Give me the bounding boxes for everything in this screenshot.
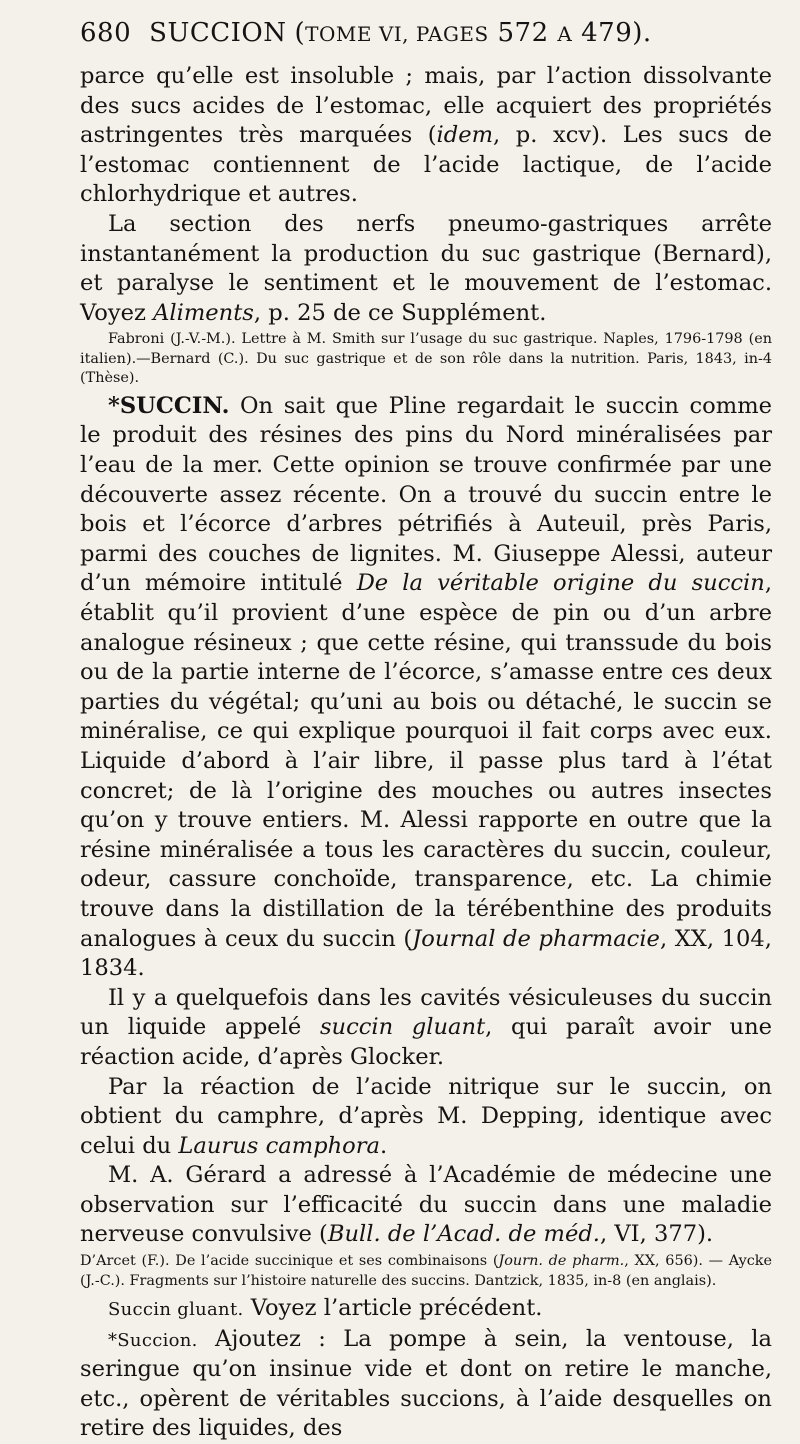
succin-gluant-entry — [80, 1294, 772, 1325]
italic-idem: idem — [436, 122, 494, 149]
italic-journal: Bull. de l’Acad. de méd. — [327, 1221, 600, 1248]
page-body — [80, 62, 772, 1444]
text-run: Ajoutez : La pompe à sein, la ventouse, la seringue qu’on insinue vide et dont on retire le manche, etc., opèrent de véritables succions, à l’aide desquelles on retire des liquides, des — [80, 1325, 772, 1442]
italic-journal: Journ. de pharm. — [498, 1253, 625, 1270]
succion-entry — [80, 1325, 772, 1444]
text-run: D’Arcet (F.). De l’acide succinique et ses combinaisons ( — [80, 1253, 499, 1270]
bibliography-suc-gastrique — [80, 330, 772, 389]
reference-text — [80, 1252, 772, 1291]
italic-journal: Journal de pharmacie — [412, 925, 660, 952]
entry-heading-succin-gluant: Succin gluant. — [108, 1299, 244, 1321]
entry-heading-succin: *SUCCIN. — [108, 392, 230, 419]
header-tome-label: TOME VI, PAGES — [305, 22, 489, 46]
text-run: La section des nerfs pneumo-gastriques arrête instantanément la production du suc gastrique (Bernard), et paralyse le sentiment et le mouvement de l’estomac. Voyez — [80, 210, 772, 326]
succin-paragraph-1 — [80, 392, 772, 984]
text-run: parce qu’elle est insoluble ; mais, par l’action dissolvante des sucs acides de l’estomac, elle acquiert des propriétés astringentes très marquées ( — [80, 63, 772, 149]
succin-paragraph-3 — [80, 1073, 772, 1162]
cross-reference-aliments: Aliments — [153, 299, 254, 326]
text-run: , VI, 377). — [599, 1221, 714, 1248]
text-run: On sait que Pline regardait le succin comme le produit des résines des pins du Nord minéralisées par l’eau de la mer. Cette opinion se trouve confirmée par une découverte assez récente. On a trouvé du succin entre le bois et l’écorce d’arbres pétrifiés à Auteuil, près Paris, parmi des couches de lignites. M. Giuseppe Alessi, auteur d’un mémoire intitulé — [80, 392, 772, 597]
italic-title: De la véritable origine du succin — [356, 570, 765, 597]
header-pages-start: 572 — [497, 18, 549, 48]
text-run: Voyez l’article précédent. — [243, 1295, 543, 1322]
suc-paragraph-1 — [80, 62, 772, 210]
italic-species: Laurus camphora — [178, 1132, 381, 1159]
header-a-label: A — [557, 22, 573, 46]
header-title: SUCCION — [149, 18, 287, 48]
text-run: — Aycke (J.-C.). Fragments sur l’histoire naturelle des succins. Dantzick, 1835, in-8 (en anglais). — [80, 1253, 773, 1289]
entry-heading-succion: *Succion. — [108, 1329, 198, 1351]
page-number: 680 — [80, 18, 132, 48]
bibliography-succin — [80, 1252, 772, 1291]
succin-paragraph-2 — [80, 984, 772, 1073]
header-paren: ( — [294, 18, 306, 48]
italic-term: succin gluant — [319, 1014, 486, 1041]
suc-paragraph-2 — [80, 210, 772, 328]
text-run: . — [380, 1132, 388, 1159]
text-run: , XX, 104, 1834. — [80, 925, 772, 982]
text-run: , p. xcv). Les sucs de l’estomac contiennent de l’acide lactique, de l’acide chlorhydrique et autres. — [80, 122, 773, 208]
text-run: , p. 25 de ce Supplément. — [253, 299, 547, 326]
reference-text: Fabroni (J.-V.-M.). Lettre à M. Smith sur l’usage du suc gastrique. Naples, 1796-1798 (en italien).—Bernard (C.). Du suc gastrique et de son rôle dans la nutrition. Paris, 1843, in-4 (Thèse). — [80, 331, 772, 387]
text-run: , établit qu’il provient d’une espèce de pin ou d’un arbre analogue résineux ; que cette résine, qui transsude du bois ou de la partie interne de l’écorce, s’amasse entre ces deux parties du végétal; qu’uni au bois ou détaché, le succin se minéralise, ce qui explique pourquoi il fait corps avec eux. Liquide d’abord à l’air libre, il passe plus tard à l’état concret; de là l’origine des mouches ou autres insectes qu’on y trouve entiers. M. Alessi rapporte en outre que la résine minéralisée a tous les caractères du succin, couleur, odeur, cassure conchoïde, transparence, etc. La chimie trouve dans la distillation de la térébenthine des produits analogues à ceux du succin ( — [80, 570, 772, 952]
header-pages-end: 479). — [581, 18, 652, 48]
text-run: , qui paraît avoir une réaction acide, d’après Glocker. — [80, 1014, 772, 1070]
text-run: M. A. Gérard a adressé à l’Académie de médecine une observation sur l’efficacité du succin dans une maladie nerveuse convulsive ( — [80, 1162, 772, 1248]
text-run: , XX, 656). — [624, 1253, 703, 1270]
text-run: Il y a quelquefois dans les cavités vésiculeuses du succin un liquide appelé — [80, 984, 772, 1041]
running-header — [80, 18, 772, 62]
text-run: Par la réaction de l’acide nitrique sur le succin, on obtient du camphre, d’après M. Depping, identique avec celui du — [80, 1073, 772, 1159]
succin-paragraph-4 — [80, 1161, 772, 1250]
